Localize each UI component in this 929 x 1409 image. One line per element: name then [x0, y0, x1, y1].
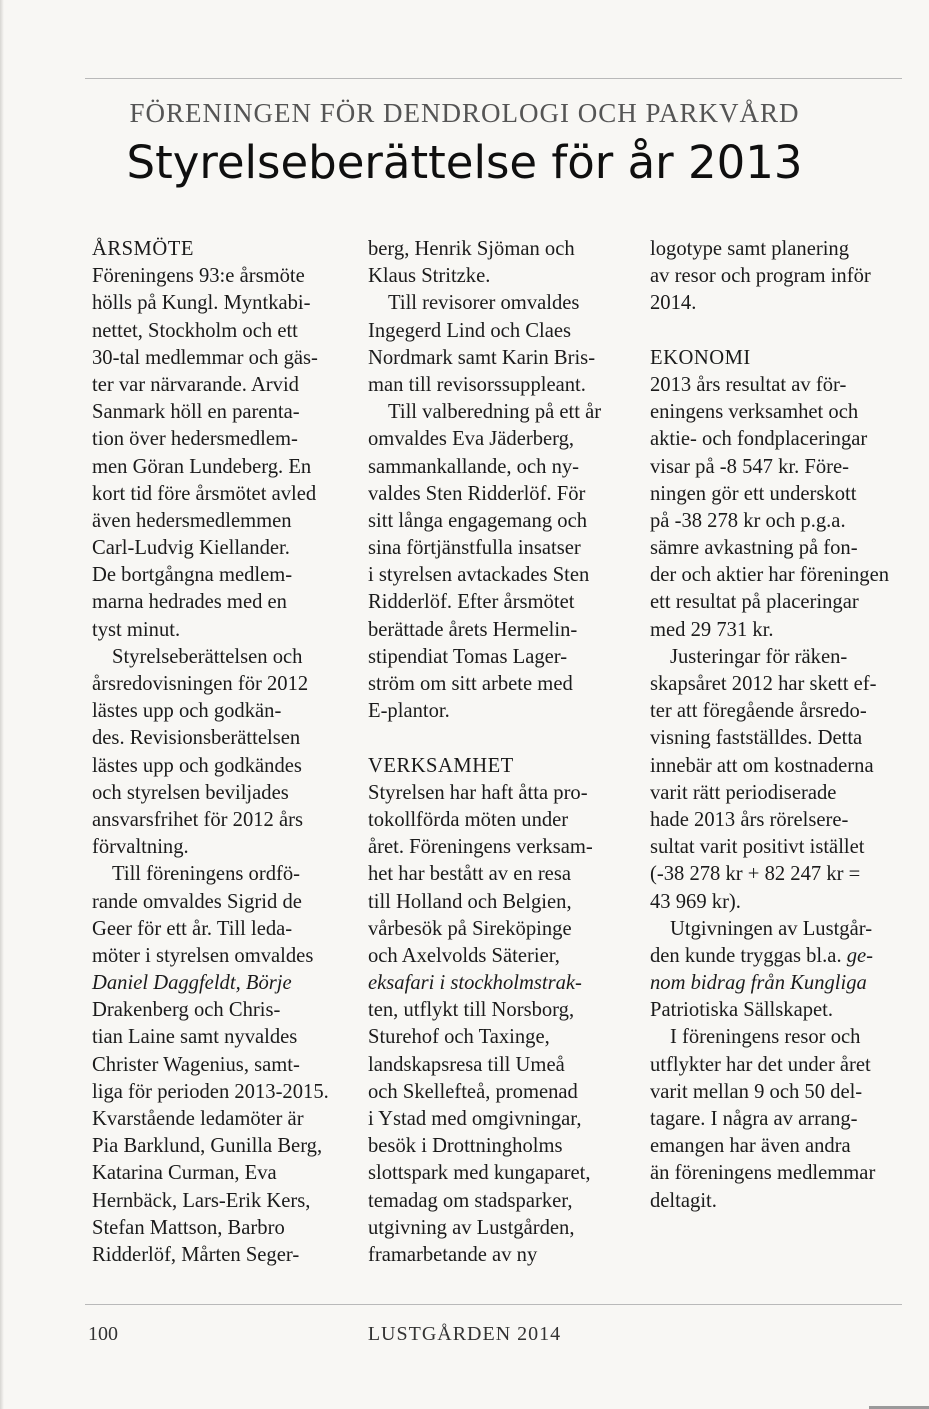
- body-line: 30-tal medlemmar och gäs-: [92, 346, 318, 369]
- body-line: omvaldes Eva Jäderberg,: [368, 428, 575, 451]
- body-line: Hernbäck, Lars-Erik Kers,: [92, 1189, 311, 1212]
- body-line: Till valberedning på ett år: [388, 401, 602, 424]
- body-line: stipendiat Tomas Lager-: [368, 645, 568, 668]
- body-line: ten, utflykt till Norsborg,: [368, 999, 575, 1022]
- society-name: FÖRENINGEN FÖR DENDROLOGI OCH PARKVÅRD: [129, 98, 800, 128]
- body-line: möter i styrelsen omvaldes: [92, 944, 314, 967]
- body-line: varit mellan 9 och 50 del-: [650, 1080, 863, 1103]
- body-line: och Skellefteå, promenad: [368, 1080, 578, 1103]
- body-line: innebär att om kostnaderna: [650, 754, 874, 777]
- body-line: även hedersmedlemmen: [92, 509, 292, 532]
- body-line: Stefan Mattson, Barbro: [92, 1216, 285, 1239]
- page-number: 100: [88, 1323, 118, 1345]
- body-line: des. Revisionsberättelsen: [92, 727, 301, 750]
- body-line: Justeringar för räken-: [670, 645, 848, 668]
- page-title: Styrelseberättelse för år 2013: [126, 136, 803, 189]
- body-line: sammankallande, och ny-: [368, 455, 580, 478]
- body-line: nom bidrag från Kungliga: [650, 972, 867, 995]
- body-line: till Holland och Belgien,: [368, 890, 572, 913]
- body-line: eksafari i stockholmstrak-: [368, 972, 582, 995]
- body-line: varit rätt periodiserade: [650, 781, 837, 804]
- section-heading: ÅRSMÖTE: [92, 238, 194, 260]
- bottom-rule: [85, 1304, 902, 1305]
- body-line: berg, Henrik Sjöman och: [368, 238, 575, 260]
- paragraph-gap: [650, 318, 922, 345]
- body-line: hölls på Kungl. Myntkabi-: [92, 292, 311, 315]
- body-line: men Göran Lundeberg. En: [92, 455, 312, 478]
- body-line: tagare. I några av arrang-: [650, 1108, 858, 1130]
- body-line: emangen har även andra: [650, 1135, 851, 1158]
- body-line: skapsåret 2012 har skett ef-: [650, 673, 877, 695]
- body-line: i Ystad med omgivningar,: [368, 1108, 582, 1130]
- body-line: sämre avkastning på fon-: [650, 537, 858, 560]
- body-line: rande omvaldes Sigrid de: [92, 890, 302, 913]
- body-line: förvaltning.: [92, 836, 189, 859]
- body-line: Christer Wagenius, samt-: [92, 1053, 300, 1076]
- body-line: liga för perioden 2013-2015.: [92, 1080, 329, 1103]
- body-line: Till föreningens ordfö-: [112, 863, 300, 886]
- body-line: eningens verksamhet och: [650, 401, 859, 424]
- body-line: Sanmark höll en parenta-: [92, 401, 300, 424]
- body-line: av resor och program inför: [650, 265, 871, 288]
- body-line: man till revisorssuppleant.: [368, 373, 586, 396]
- body-line: årsredovisningen för 2012: [92, 673, 309, 695]
- body-line: E-plantor.: [368, 700, 450, 723]
- body-line: hade 2013 års rörelsere-: [650, 808, 849, 831]
- body-line: Styrelseberättelsen och: [112, 645, 303, 668]
- body-line: Föreningens 93:e årsmöte: [92, 265, 305, 288]
- body-line: tokollförda möten under: [368, 808, 569, 831]
- body-line: Sturehof och Taxinge,: [368, 1026, 550, 1049]
- body-line: sina förtjänstfulla insatser: [368, 537, 581, 560]
- body-line: visning fastställdes. Detta: [650, 727, 863, 750]
- text-column-3: [650, 236, 922, 1215]
- body-line: den kunde tryggas bl.a. ge-: [650, 944, 874, 967]
- body-line: visar på -8 547 kr. Före-: [650, 455, 850, 478]
- body-line: Kvarstående ledamöter är: [92, 1108, 304, 1130]
- body-line: 43 969 kr).: [650, 890, 741, 913]
- section-heading: VERKSAMHET: [368, 754, 514, 777]
- body-line: ter var närvarande. Arvid: [92, 373, 299, 396]
- body-line: och Axelvolds Säterier,: [368, 944, 560, 967]
- body-line: nettet, Stockholm och ett: [92, 319, 298, 342]
- body-line: marna hedrades med en: [92, 591, 287, 614]
- body-line: än föreningens medlemmar: [650, 1162, 876, 1185]
- body-line: Klaus Stritzke.: [368, 265, 491, 288]
- body-line: logotype samt planering: [650, 238, 850, 260]
- body-line: besök i Drottningholms: [368, 1135, 563, 1158]
- body-line: lästes upp och godkändes: [92, 754, 302, 777]
- body-line: berättade årets Hermelin-: [368, 618, 578, 641]
- page-binding-shadow: [0, 0, 4, 1409]
- body-line: ett resultat på placeringar: [650, 591, 859, 614]
- text-column-1: [92, 236, 364, 1269]
- body-line: (-38 278 kr + 82 247 kr =: [650, 863, 861, 886]
- body-line: med 29 731 kr.: [650, 618, 774, 641]
- body-line: sitt långa engagemang och: [368, 509, 588, 532]
- journal-name: LUSTGÅRDEN 2014: [367, 1323, 562, 1345]
- body-line: Carl-Ludvig Kiellander.: [92, 537, 290, 560]
- body-line: i styrelsen avtackades Sten: [368, 564, 590, 587]
- body-line: 2013 års resultat av för-: [650, 373, 847, 396]
- body-line: tyst minut.: [92, 618, 181, 641]
- body-line: ansvarsfrihet för 2012 års: [92, 808, 304, 831]
- body-line: De bortgångna medlem-: [92, 564, 293, 587]
- body-line: slottspark med kungaparet,: [368, 1162, 591, 1185]
- body-line: Patriotiska Sällskapet.: [650, 999, 834, 1022]
- body-line: ter att föregående årsredo-: [650, 700, 867, 723]
- body-line: Styrelsen har haft åtta pro-: [368, 781, 588, 804]
- body-line: valdes Sten Ridderlöf. För: [368, 482, 586, 505]
- body-line: Ridderlöf, Mårten Seger-: [92, 1243, 300, 1266]
- body-line: Katarina Curman, Eva: [92, 1162, 277, 1185]
- paragraph-gap: [368, 725, 640, 752]
- body-line: och styrelsen beviljades: [92, 781, 289, 804]
- body-line: tion över hedersmedlem-: [92, 428, 298, 451]
- body-line: kort tid före årsmötet avled: [92, 482, 317, 505]
- body-line: utflykter har det under året: [650, 1053, 871, 1076]
- body-line: på -38 278 kr och p.g.a.: [650, 509, 846, 532]
- body-line: deltagit.: [650, 1189, 717, 1212]
- body-line: Drakenberg och Chris-: [92, 999, 281, 1022]
- body-line: Geer för ett år. Till leda-: [92, 917, 293, 940]
- body-line: Daniel Daggfeldt, Börje: [92, 972, 292, 995]
- top-rule: [85, 78, 902, 79]
- text-column-2: [368, 236, 640, 1269]
- body-line: der och aktier har föreningen: [650, 564, 890, 587]
- body-line: utgivning av Lustgården,: [368, 1216, 575, 1239]
- body-line: 2014.: [650, 292, 697, 315]
- body-line: landskapsresa till Umeå: [368, 1053, 565, 1076]
- body-line: Utgivningen av Lustgår-: [670, 917, 873, 940]
- body-line: aktie- och fondplaceringar: [650, 428, 868, 451]
- body-line: lästes upp och godkän-: [92, 700, 282, 723]
- body-line: ningen gör ett underskott: [650, 482, 857, 505]
- body-line: Pia Barklund, Gunilla Berg,: [92, 1135, 323, 1158]
- body-line: het har bestått av en resa: [368, 863, 571, 886]
- body-line: Till revisorer omvaldes: [388, 292, 580, 315]
- section-heading: EKONOMI: [650, 346, 751, 369]
- body-line: sultat varit positivt istället: [650, 836, 865, 859]
- body-line: I föreningens resor och: [670, 1026, 861, 1049]
- body-line: året. Föreningens verksam-: [368, 836, 593, 859]
- body-line: vårbesök på Sireköpinge: [368, 917, 572, 940]
- body-line: framarbetande av ny: [368, 1243, 538, 1266]
- body-line: Ingegerd Lind och Claes: [368, 319, 572, 342]
- body-line: tian Laine samt nyvaldes: [92, 1026, 298, 1049]
- body-line: Nordmark samt Karin Bris-: [368, 346, 596, 369]
- body-line: ström om sitt arbete med: [368, 673, 573, 695]
- body-line: temadag om stadsparker,: [368, 1189, 573, 1212]
- body-line: Ridderlöf. Efter årsmötet: [368, 591, 575, 614]
